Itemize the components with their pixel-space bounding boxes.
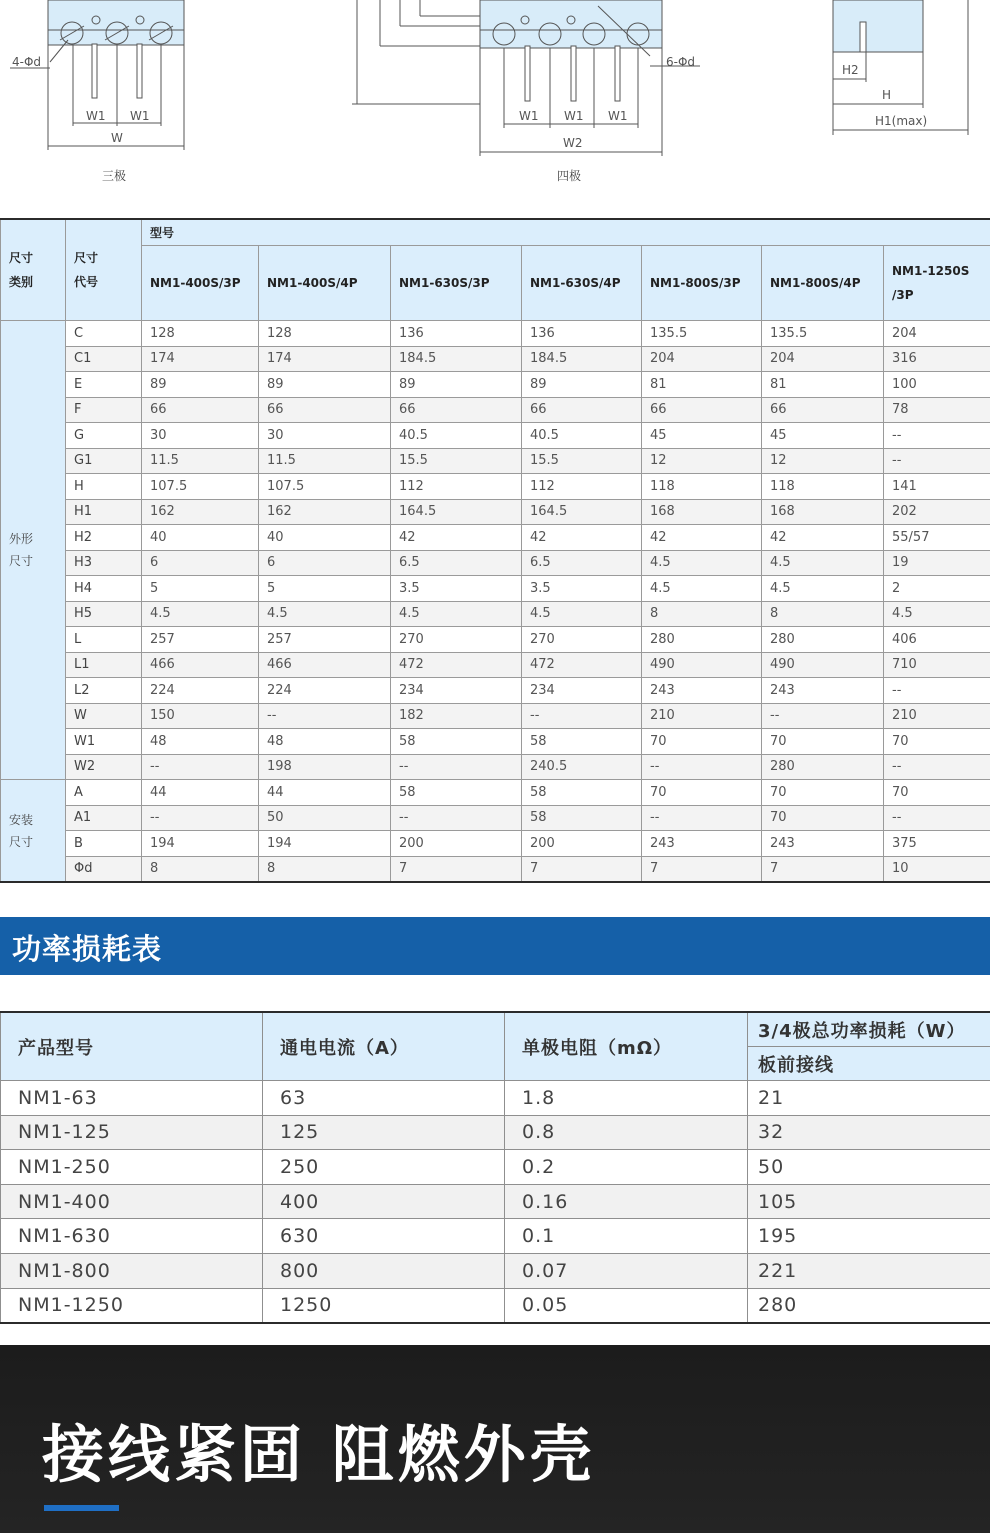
value-cell: -- [259,703,391,729]
power-cell: 32 [748,1115,990,1150]
header-model: NM1-800S/3P [642,246,762,321]
value-cell: 15.5 [391,448,522,474]
value-cell: 270 [391,627,522,653]
value-cell: 42 [642,525,762,551]
caption-four-pole: 四极 [557,169,582,183]
value-cell: 5 [142,576,259,602]
value-cell: 66 [142,397,259,423]
value-cell: 210 [642,703,762,729]
value-cell: 58 [522,729,642,755]
value-cell: 30 [142,423,259,449]
value-cell: 280 [762,627,884,653]
table-row [1,780,990,806]
value-cell: 204 [884,321,990,347]
value-cell: 5 [259,576,391,602]
value-cell: 270 [522,627,642,653]
value-cell: 70 [762,805,884,831]
value-cell: 243 [642,831,762,857]
value-cell: 4.5 [762,550,884,576]
value-cell: 136 [391,321,522,347]
value-cell: 375 [884,831,990,857]
code-cell: W1 [66,729,142,755]
feature-banner [0,1345,990,1533]
value-cell: 2 [884,576,990,602]
value-cell: 66 [522,397,642,423]
code-cell: H2 [66,525,142,551]
value-cell: 8 [642,601,762,627]
table-row [1,372,990,398]
power-cell: 0.8 [505,1115,748,1150]
table-row [1,1253,990,1288]
power-cell: 105 [748,1184,990,1219]
power-loss-table [0,1011,990,1324]
code-cell: H1 [66,499,142,525]
value-cell: 162 [259,499,391,525]
power-cell: 1.8 [505,1081,748,1116]
header-model: NM1-400S/3P [142,246,259,321]
value-cell: -- [142,754,259,780]
power-cell: 630 [263,1219,505,1254]
value-cell: 7 [391,856,522,882]
table-row [1,678,990,704]
value-cell: 316 [884,346,990,372]
value-cell: 8 [762,601,884,627]
code-cell: H3 [66,550,142,576]
value-cell: 135.5 [642,321,762,347]
value-cell: 472 [391,652,522,678]
table-row [1,474,990,500]
value-cell: 184.5 [522,346,642,372]
value-cell: 224 [142,678,259,704]
value-cell: 70 [642,780,762,806]
power-cell: 0.16 [505,1184,748,1219]
value-cell: 200 [522,831,642,857]
banner-accent-bar [44,1505,119,1511]
value-cell: 112 [391,474,522,500]
header-code: 尺寸 代号 [66,219,142,321]
value-cell: 70 [762,780,884,806]
value-cell: 234 [391,678,522,704]
value-cell: 42 [762,525,884,551]
table-row [1,856,990,882]
code-cell: G1 [66,448,142,474]
label-w1-e: W1 [608,109,628,123]
table-row [1,805,990,831]
power-cell: NM1-800 [1,1253,263,1288]
value-cell: 40.5 [391,423,522,449]
header-resistance: 单极电阻（mΩ） [505,1012,748,1081]
value-cell: 55/57 [884,525,990,551]
label-w2: W2 [563,136,583,150]
header-current: 通电电流（A） [263,1012,505,1081]
value-cell: 136 [522,321,642,347]
value-cell: 7 [762,856,884,882]
power-cell: 221 [748,1253,990,1288]
dimension-diagram [0,0,990,200]
value-cell: 42 [391,525,522,551]
table-row [1,729,990,755]
value-cell: 3.5 [522,576,642,602]
power-cell: 63 [263,1081,505,1116]
value-cell: 150 [142,703,259,729]
power-cell: 250 [263,1150,505,1185]
table-row [1,525,990,551]
value-cell: 107.5 [259,474,391,500]
header-product-model: 产品型号 [1,1012,263,1081]
value-cell: -- [522,703,642,729]
value-cell: 466 [142,652,259,678]
power-cell: NM1-630 [1,1219,263,1254]
value-cell: 45 [642,423,762,449]
code-cell: G [66,423,142,449]
value-cell: 257 [259,627,391,653]
value-cell: 257 [142,627,259,653]
value-cell: 280 [642,627,762,653]
value-cell: 466 [259,652,391,678]
value-cell: 4.5 [391,601,522,627]
power-cell: NM1-400 [1,1184,263,1219]
value-cell: 58 [391,729,522,755]
value-cell: 472 [522,652,642,678]
value-cell: 40 [142,525,259,551]
code-cell: L1 [66,652,142,678]
header-total-loss: 3/4极总功率损耗（W） [748,1012,990,1047]
code-cell: F [66,397,142,423]
value-cell: 280 [762,754,884,780]
header-model: NM1-630S/4P [522,246,642,321]
code-cell: H [66,474,142,500]
label-h: H [882,88,892,102]
value-cell: 58 [522,780,642,806]
power-cell: 400 [263,1184,505,1219]
value-cell: 224 [259,678,391,704]
value-cell: 490 [642,652,762,678]
table-row [1,576,990,602]
label-w1-d: W1 [564,109,584,123]
category-cell: 外形 尺寸 [1,321,66,780]
code-cell: L [66,627,142,653]
label-w1-a: W1 [86,109,106,123]
value-cell: 48 [142,729,259,755]
label-6-phi-d: 6-Φd [666,55,696,69]
table-row [1,601,990,627]
value-cell: 168 [642,499,762,525]
value-cell: -- [762,703,884,729]
value-cell: 4.5 [142,601,259,627]
value-cell: 243 [762,831,884,857]
code-cell: A1 [66,805,142,831]
value-cell: 66 [762,397,884,423]
value-cell: 8 [142,856,259,882]
caption-three-pole: 三极 [102,169,127,183]
value-cell: 112 [522,474,642,500]
power-cell: NM1-1250 [1,1288,263,1323]
value-cell: 490 [762,652,884,678]
value-cell: 162 [142,499,259,525]
value-cell: 81 [642,372,762,398]
value-cell: 66 [642,397,762,423]
power-cell: 280 [748,1288,990,1323]
table-row [1,550,990,576]
value-cell: 66 [391,397,522,423]
header-model: NM1-800S/4P [762,246,884,321]
value-cell: 234 [522,678,642,704]
value-cell: 19 [884,550,990,576]
value-cell: -- [642,754,762,780]
power-cell: 21 [748,1081,990,1116]
value-cell: -- [391,754,522,780]
value-cell: 198 [259,754,391,780]
value-cell: 89 [391,372,522,398]
value-cell: 118 [642,474,762,500]
table-row [1,1184,990,1219]
code-cell: L2 [66,678,142,704]
table-row [1,346,990,372]
four-pole-drawing [352,0,700,156]
power-cell: 1250 [263,1288,505,1323]
value-cell: 78 [884,397,990,423]
power-cell: NM1-125 [1,1115,263,1150]
value-cell: 8 [259,856,391,882]
value-cell: 70 [762,729,884,755]
value-cell: 7 [522,856,642,882]
value-cell: 4.5 [259,601,391,627]
value-cell: 30 [259,423,391,449]
value-cell: 4.5 [522,601,642,627]
table-row [1,1219,990,1254]
table-row [1,423,990,449]
value-cell: 10 [884,856,990,882]
value-cell: 204 [762,346,884,372]
banner-title: 接线紧固 阻燃外壳 [42,1418,596,1491]
code-cell: W2 [66,754,142,780]
category-cell: 安装 尺寸 [1,780,66,883]
table-row [1,703,990,729]
value-cell: 70 [884,780,990,806]
label-h1-max: H1(max) [875,114,928,128]
header-model-group: 型号 [142,219,990,246]
value-cell: 40 [259,525,391,551]
value-cell: 44 [142,780,259,806]
power-loss-title: 功率损耗表 [12,932,163,966]
value-cell: 4.5 [642,576,762,602]
power-cell: 195 [748,1219,990,1254]
value-cell: 406 [884,627,990,653]
power-cell: 0.07 [505,1253,748,1288]
value-cell: -- [884,754,990,780]
value-cell: 58 [522,805,642,831]
value-cell: 12 [642,448,762,474]
code-cell: Φd [66,856,142,882]
value-cell: 6 [142,550,259,576]
table-row [1,1115,990,1150]
value-cell: 89 [142,372,259,398]
code-cell: B [66,831,142,857]
power-cell: NM1-250 [1,1150,263,1185]
value-cell: 194 [142,831,259,857]
value-cell: 11.5 [142,448,259,474]
table-row [1,754,990,780]
power-loss-section-header [0,917,990,975]
label-4-phi-d: 4-Φd [12,55,42,69]
code-cell: W [66,703,142,729]
table-row [1,1150,990,1185]
value-cell: 4.5 [642,550,762,576]
value-cell: 48 [259,729,391,755]
value-cell: 44 [259,780,391,806]
value-cell: 168 [762,499,884,525]
power-cell: NM1-63 [1,1081,263,1116]
value-cell: 6.5 [391,550,522,576]
value-cell: 240.5 [522,754,642,780]
table-row [1,627,990,653]
value-cell: 7 [642,856,762,882]
power-cell: 0.2 [505,1150,748,1185]
code-cell: A [66,780,142,806]
value-cell: 3.5 [391,576,522,602]
value-cell: 4.5 [762,576,884,602]
value-cell: 58 [391,780,522,806]
value-cell: 6.5 [522,550,642,576]
power-cell: 0.1 [505,1219,748,1254]
value-cell: 174 [142,346,259,372]
value-cell: 42 [522,525,642,551]
power-cell: 800 [263,1253,505,1288]
value-cell: 70 [884,729,990,755]
power-cell: 0.05 [505,1288,748,1323]
value-cell: 15.5 [522,448,642,474]
power-cell: 50 [748,1150,990,1185]
value-cell: 50 [259,805,391,831]
value-cell: 107.5 [142,474,259,500]
value-cell: 243 [642,678,762,704]
three-pole-drawing [10,0,184,150]
table-row [1,499,990,525]
value-cell: 100 [884,372,990,398]
value-cell: 243 [762,678,884,704]
value-cell: 45 [762,423,884,449]
value-cell: 710 [884,652,990,678]
table-row [1,321,990,347]
value-cell: 194 [259,831,391,857]
value-cell: 135.5 [762,321,884,347]
power-cell: 125 [263,1115,505,1150]
code-cell: H4 [66,576,142,602]
code-cell: C [66,321,142,347]
header-model: NM1-630S/3P [391,246,522,321]
code-cell: C1 [66,346,142,372]
value-cell: 210 [884,703,990,729]
value-cell: 182 [391,703,522,729]
header-front-wiring: 板前接线 [748,1047,990,1081]
value-cell: 70 [642,729,762,755]
table-row [1,448,990,474]
value-cell: 66 [259,397,391,423]
label-w1-b: W1 [130,109,150,123]
header-model: NM1-1250S /3P [884,246,990,321]
header-category: 尺寸 类别 [1,219,66,321]
value-cell: -- [884,678,990,704]
value-cell: -- [884,423,990,449]
code-cell: H5 [66,601,142,627]
value-cell: 164.5 [391,499,522,525]
value-cell: 184.5 [391,346,522,372]
value-cell: 6 [259,550,391,576]
value-cell: -- [391,805,522,831]
value-cell: 174 [259,346,391,372]
code-cell: E [66,372,142,398]
value-cell: 204 [642,346,762,372]
label-w: W [111,131,123,145]
label-h2: H2 [842,63,859,77]
value-cell: 81 [762,372,884,398]
value-cell: 200 [391,831,522,857]
value-cell: 40.5 [522,423,642,449]
value-cell: 164.5 [522,499,642,525]
breaker-drawings [0,0,990,200]
value-cell: 141 [884,474,990,500]
table-row [1,831,990,857]
value-cell: 118 [762,474,884,500]
value-cell: 11.5 [259,448,391,474]
value-cell: 128 [142,321,259,347]
value-cell: -- [884,448,990,474]
table-row [1,397,990,423]
table-row [1,1288,990,1323]
value-cell: 202 [884,499,990,525]
value-cell: 89 [259,372,391,398]
value-cell: -- [642,805,762,831]
label-w1-c: W1 [519,109,539,123]
value-cell: 4.5 [884,601,990,627]
value-cell: 89 [522,372,642,398]
dimension-table [0,218,990,883]
value-cell: -- [142,805,259,831]
value-cell: -- [884,805,990,831]
value-cell: 128 [259,321,391,347]
table-row [1,652,990,678]
value-cell: 12 [762,448,884,474]
header-model: NM1-400S/4P [259,246,391,321]
table-row [1,1081,990,1116]
